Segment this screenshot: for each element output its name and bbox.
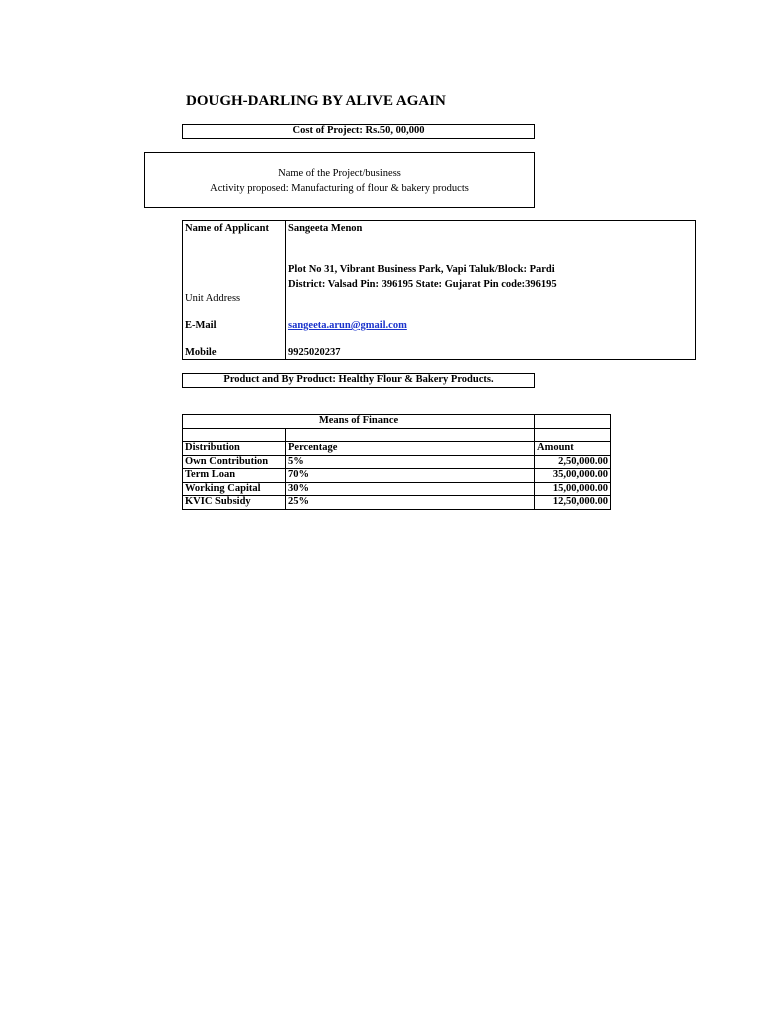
- address-line-1: Plot No 31, Vibrant Business Park, Vapi Taluk/Block: Pardi: [288, 264, 555, 275]
- name-of-applicant-label: Name of Applicant: [185, 223, 269, 234]
- empty-cell: [183, 428, 286, 442]
- project-info-box: [144, 152, 535, 208]
- applicant-details-table: [182, 220, 696, 360]
- activity-proposed: Activity proposed: Manufacturing of flour & bakery products: [210, 183, 469, 194]
- table-row: [183, 469, 611, 483]
- percentage-cell: 5%: [286, 455, 535, 469]
- distribution-cell: KVIC Subsidy: [183, 496, 286, 510]
- amount-cell: 2,50,000.00: [535, 455, 611, 469]
- document-title: DOUGH-DARLING BY ALIVE AGAIN: [186, 93, 446, 109]
- distribution-cell: Own Contribution: [183, 455, 286, 469]
- product-box: [182, 373, 535, 388]
- blank-row: [183, 428, 611, 442]
- email-link[interactable]: sangeeta.arun@gmail.com: [288, 320, 407, 331]
- distribution-cell: Term Loan: [183, 469, 286, 483]
- empty-cell: [535, 428, 611, 442]
- amount-cell: 12,50,000.00: [535, 496, 611, 510]
- column-header-distribution: Distribution: [183, 442, 286, 456]
- table-heading-row: [183, 415, 611, 429]
- empty-cell: [535, 415, 611, 429]
- percentage-cell: 70%: [286, 469, 535, 483]
- means-of-finance-heading: Means of Finance: [183, 415, 535, 429]
- distribution-cell: Working Capital: [183, 482, 286, 496]
- email-label: E-Mail: [185, 320, 217, 331]
- empty-cell: [286, 428, 535, 442]
- amount-cell: 35,00,000.00: [535, 469, 611, 483]
- mobile-label: Mobile: [185, 347, 217, 358]
- address-line-2: District: Valsad Pin: 396195 State: Gujarat Pin code:396195: [288, 279, 557, 290]
- cost-of-project-text: Cost of Project: Rs.50, 00,000: [292, 125, 425, 136]
- product-text: Product and By Product: Healthy Flour & Bakery Products.: [223, 374, 494, 385]
- unit-address-label: Unit Address: [185, 293, 241, 304]
- table-row: [183, 455, 611, 469]
- mobile-number: 9925020237: [288, 347, 341, 358]
- column-header-percentage: Percentage: [286, 442, 535, 456]
- column-header-row: [183, 442, 611, 456]
- cost-of-project-box: [182, 124, 535, 139]
- percentage-cell: 25%: [286, 496, 535, 510]
- applicant-name: Sangeeta Menon: [288, 223, 363, 234]
- table-row: [183, 482, 611, 496]
- column-header-amount: Amount: [535, 442, 611, 456]
- amount-cell: 15,00,000.00: [535, 482, 611, 496]
- project-name-label: Name of the Project/business: [278, 168, 401, 179]
- means-of-finance-table: [182, 414, 611, 510]
- column-divider: [285, 221, 286, 359]
- percentage-cell: 30%: [286, 482, 535, 496]
- table-row: [183, 496, 611, 510]
